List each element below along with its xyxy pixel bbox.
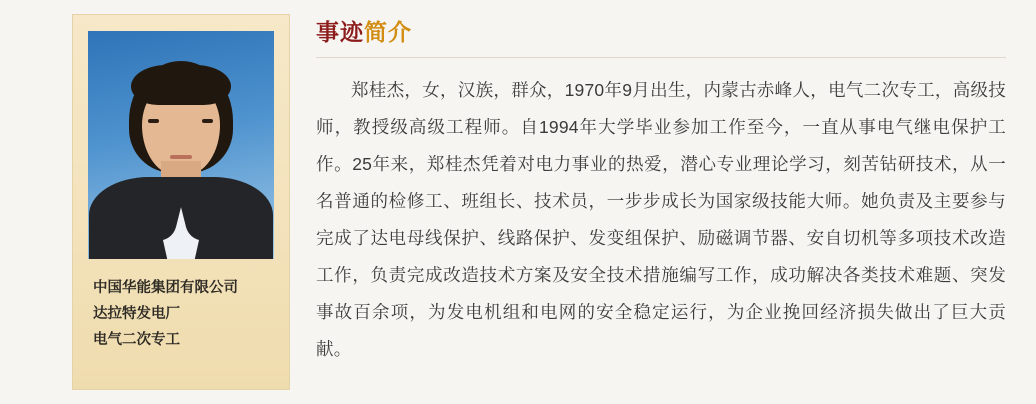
profile-caption-line-3: 电气二次专工 (93, 332, 180, 348)
content-column (316, 14, 1006, 390)
profile-card (72, 14, 290, 390)
page-title-part-1: 事迹 (316, 19, 364, 45)
biography-text: 郑桂杰，女，汉族，群众，1970年9月出生，内蒙古赤峰人，电气二次专工，高级技师，教授级高级工程师。自1994年大学毕业参加工作至今，一直从事电气继电保护工作。25年来，郑桂杰凭着对电力事业的热爱，潜心专业理论学习，刻苦钻研技术，从一名普通的检修工、班组长、技术员，一步步成长为国家级技能大师。她负责及主要参与完成了达电母线保护、线路保护、发变组保护、励磁调节器、安自切机等多项技术改造工作，负责完成改造技术方案及安全技术措施编写工作，成功解决各类技术难题、突发事故百余项，为发电机组和电网的安全稳定运行，为企业挽回经济损失做出了巨大贡献。 (316, 80, 1006, 359)
page-title-part-2: 简介 (364, 19, 412, 45)
profile-caption-line-1: 中国华能集团有限公司 (93, 280, 238, 296)
profile-caption (89, 275, 238, 353)
portrait-fringe (131, 65, 231, 105)
portrait-eye-left (148, 119, 159, 123)
portrait-eye-right (202, 119, 213, 123)
page-title (316, 14, 1006, 57)
portrait-mouth (170, 155, 192, 159)
profile-caption-line-2: 达拉特发电厂 (93, 306, 180, 322)
portrait-photo (88, 31, 274, 259)
title-divider (316, 57, 1006, 58)
